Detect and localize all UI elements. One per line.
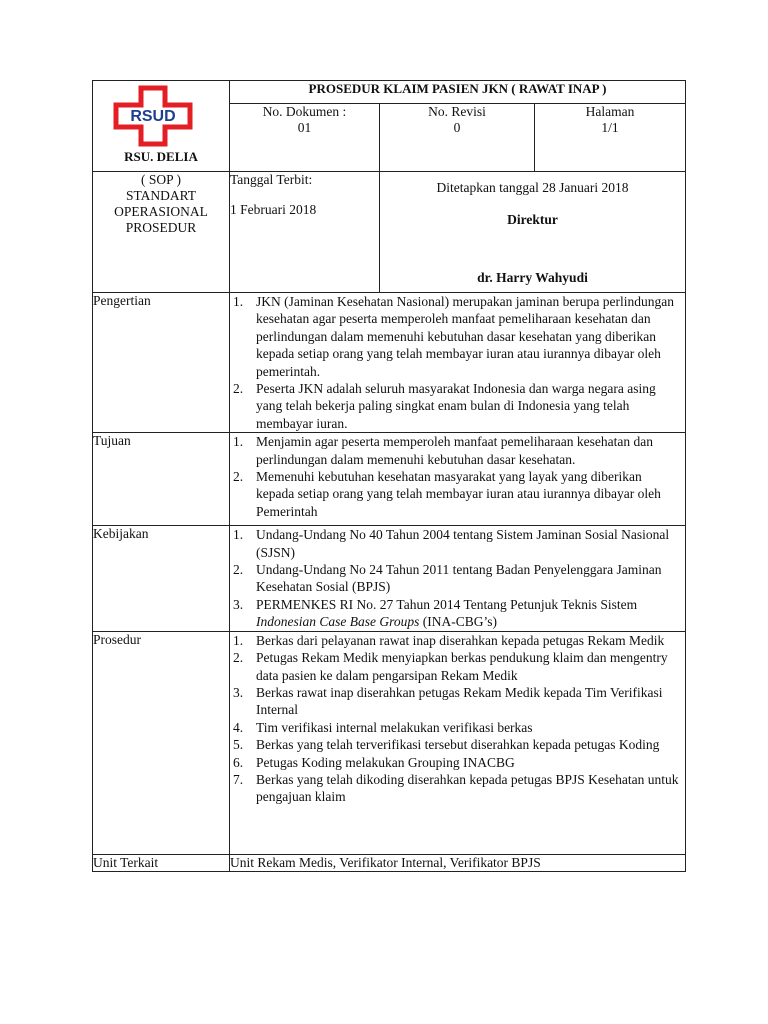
list-item: 2. Peserta JKN adalah seluruh masyarakat Indonesia dan warga negara asing yang telah bekerja paling singkat enam bulan di Indonesia yang telah membayar iuran.	[233, 381, 656, 431]
list-item: 7. Berkas yang telah dikoding diserahkan kepada petugas BPJS Kesehatan untuk pengajuan klaim	[233, 771, 679, 805]
list-item: 1. JKN (Jaminan Kesehatan Nasional) merupakan jaminan berupa perlindungan kesehatan agar peserta memperoleh manfaat pemeliharaan kesehatan dan perlindungan dalam memenuhi kebutuhan dasar kesehatan yang diberikan kepada setiap orang yang telah membayar iuran atau iurannya dibayar oleh pemerintah.	[233, 294, 674, 379]
kebijakan-label: Kebijakan	[93, 526, 230, 631]
page-cell	[535, 103, 686, 171]
list-item: 6. Petugas Koding melakukan Grouping INACBG	[233, 754, 515, 770]
list-item: 4. Tim verifikasi internal melakukan verifikasi berkas	[233, 719, 533, 735]
tujuan-content	[230, 433, 686, 526]
revision-label: No. Revisi	[428, 103, 486, 119]
list-item: 2. Memenuhi kebutuhan kesehatan masyarakat yang layak yang diberikan kepada setiap orang yang telah membayar iuran atau iurannya dibayar oleh Pemerintah	[233, 469, 661, 519]
hospital-name: RSU. DELIA	[124, 149, 198, 164]
page-value: 1/1	[601, 119, 619, 135]
issue-date-cell	[230, 172, 380, 293]
sop-line-4: PROSEDUR	[125, 220, 197, 235]
sop-line-3: OPERASIONAL	[114, 204, 208, 219]
unit-terkait-value: Unit Rekam Medis, Verifikator Internal, Verifikator BPJS	[230, 854, 686, 871]
rsud-logo	[113, 85, 193, 147]
revision-cell	[380, 103, 535, 171]
sop-line-2: STANDART	[125, 188, 197, 203]
kebijakan-content	[230, 526, 686, 631]
list-item: 3. PERMENKES RI No. 27 Tahun 2014 Tentang Petunjuk Teknis Sistem Indonesian Case Base Groups (INA-CBG’s)	[233, 596, 638, 630]
sop-label-cell	[93, 172, 230, 293]
tujuan-label: Tujuan	[93, 433, 230, 526]
revision-value: 0	[453, 119, 461, 135]
doc-number-cell	[230, 103, 380, 171]
pengertian-label: Pengertian	[93, 293, 230, 433]
list-item: 2. Petugas Rekam Medik menyiapkan berkas pendukung klaim dan mengentry data pasien ke dalam pengarsipan Rekam Medik	[233, 650, 668, 683]
page-label: Halaman	[585, 103, 635, 119]
director-title: Direktur	[507, 212, 558, 227]
established-date: Ditetapkan tanggal 28 Januari 2018	[436, 180, 629, 195]
list-item: 1. Undang-Undang No 40 Tahun 2004 tentang Sistem Jaminan Sosial Nasional (SJSN)	[233, 527, 670, 560]
logo-cell	[93, 81, 230, 172]
issue-date-label: Tanggal Terbit:	[230, 172, 313, 187]
list-item: 2. Undang-Undang No 24 Tahun 2011 tentang Badan Penyelenggara Jaminan Kesehatan Sosial (BPJS)	[233, 562, 662, 595]
list-item: 3. Berkas rawat inap diserahkan petugas Rekam Medik kepada Tim Verifikasi Internal	[233, 684, 663, 718]
list-item: 5. Berkas yang telah terverifikasi tersebut diserahkan kepada petugas Koding	[233, 737, 660, 753]
list-item: 1. Berkas dari pelayanan rawat inap diserahkan kepada petugas Rekam Medik	[233, 632, 665, 648]
prosedur-content	[230, 631, 686, 854]
prosedur-label: Prosedur	[93, 631, 230, 854]
unit-terkait-label: Unit Terkait	[93, 854, 230, 871]
doc-number-value: 01	[297, 119, 312, 135]
pengertian-content	[230, 293, 686, 433]
doc-number-label: No. Dokumen :	[262, 103, 347, 119]
list-item: 1. Menjamin agar peserta memperoleh manfaat pemeliharaan kesehatan dan perlindungan dalam memenuhi kebutuhan dasar kesehatan.	[233, 434, 653, 467]
approval-cell	[380, 172, 686, 293]
document-title: PROSEDUR KLAIM PASIEN JKN ( RAWAT INAP )	[230, 81, 686, 104]
director-name: dr. Harry Wahyudi	[477, 270, 588, 285]
sop-table	[92, 80, 686, 872]
logo-text: RSUD	[130, 108, 176, 125]
issue-date-value: 1 Februari 2018	[230, 202, 317, 217]
sop-line-1: ( SOP )	[140, 172, 181, 187]
